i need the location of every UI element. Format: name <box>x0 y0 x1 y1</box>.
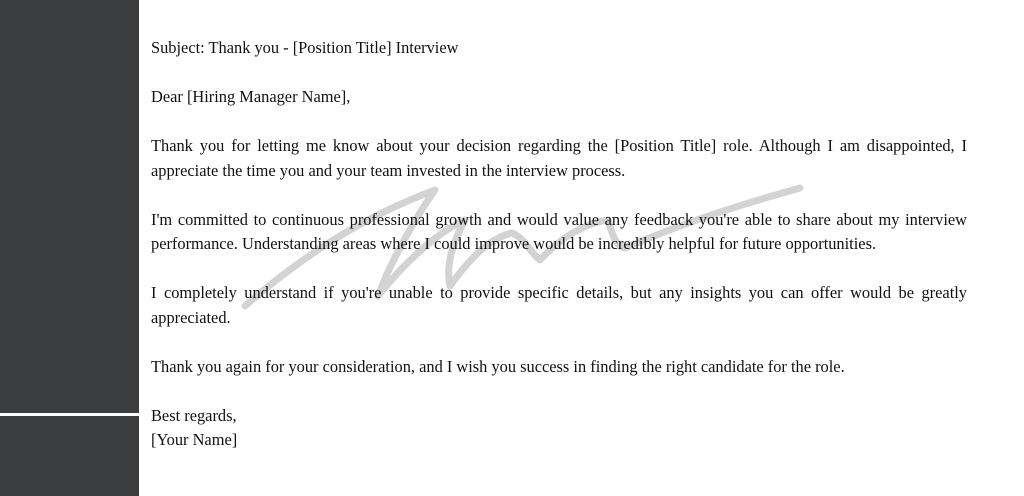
letter-paragraph-3: I completely understand if you're unable to provide specific details, but any insights you can offer would be greatly appreciated. <box>151 283 967 327</box>
letter-closing: Best regards, <box>151 405 237 425</box>
letter-paragraph-1: Thank you for letting me know about your decision regarding the [Position Title] role. Although I am disappointed, I appreciate the time you and your team invested in the interview process. <box>151 136 967 180</box>
left-sidebar-panel <box>0 0 139 496</box>
sidebar-divider <box>0 413 139 416</box>
letter-subject: Subject: Thank you - [Position Title] Interview <box>151 38 459 57</box>
letter-salutation: Dear [Hiring Manager Name], <box>151 87 351 106</box>
letter-paragraph-2: I'm committed to continuous professional growth and would value any feedback you're able to share about my interview performance. Understanding areas where I could improve would be incredibly helpful for future opportunities. <box>151 209 967 253</box>
letter-signoff <box>151 404 967 453</box>
letter-body <box>151 36 967 453</box>
letter-paragraph-4: Thank you again for your consideration, and I wish you success in finding the right candidate for the role. <box>151 356 845 376</box>
letter-signature-name: [Your Name] <box>151 430 238 449</box>
